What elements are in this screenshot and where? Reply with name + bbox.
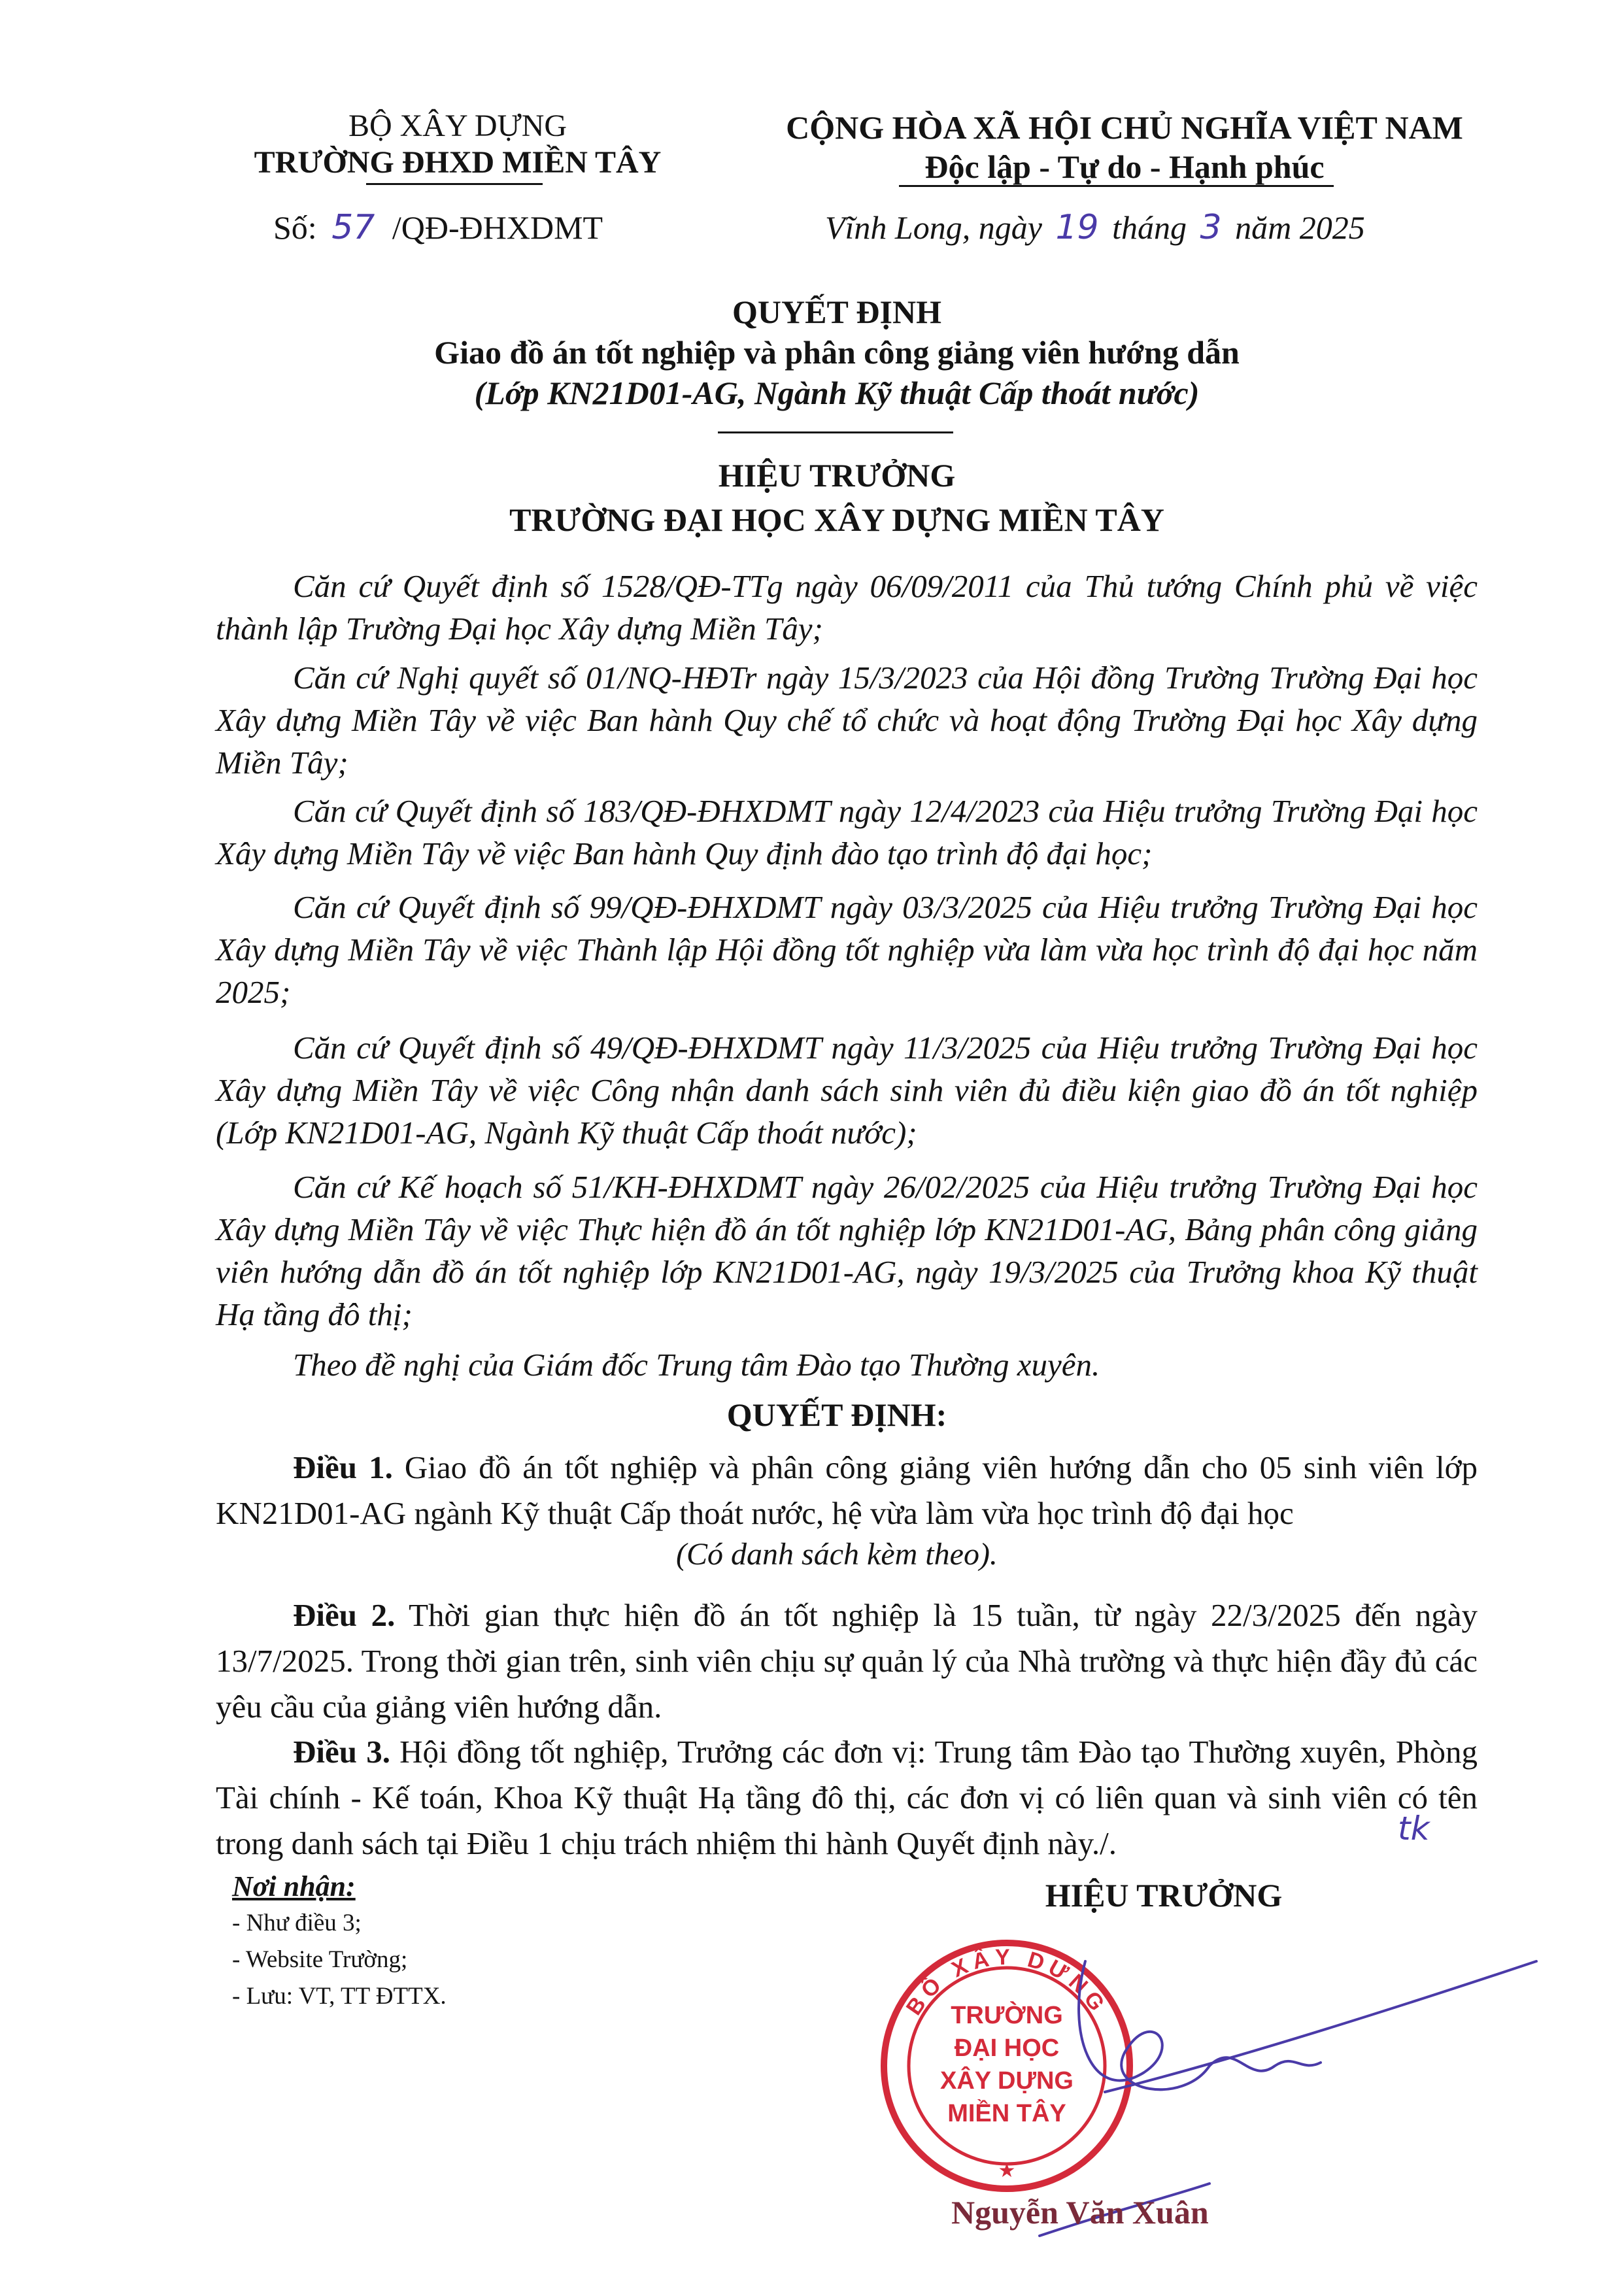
recipient-item: - Website Trường; bbox=[232, 1946, 408, 1973]
article-3-label: Điều 3. bbox=[293, 1734, 390, 1770]
number-prefix: Số: bbox=[273, 209, 317, 246]
date-place: Vĩnh Long, ngày bbox=[825, 209, 1042, 246]
article-1-label: Điều 1. bbox=[293, 1449, 393, 1485]
doc-subject: Giao đồ án tốt nghiệp và phân công giảng viên hướng dẫn bbox=[434, 334, 1240, 371]
date-month-label: tháng bbox=[1112, 209, 1187, 246]
proposal-basis: Theo đề nghị của Giám đốc Trung tâm Đào tạo Thường xuyên. bbox=[293, 1347, 1100, 1383]
doc-type: QUYẾT ĐỊNH bbox=[732, 294, 941, 330]
recipients-block bbox=[232, 1868, 690, 2015]
authority-school: TRƯỜNG ĐẠI HỌC XÂY DỰNG MIỀN TÂY bbox=[509, 501, 1164, 538]
document-number bbox=[273, 208, 603, 247]
motto-underline bbox=[899, 185, 1334, 187]
legal-basis-1: Căn cứ Quyết định số 1528/QĐ-TTg ngày 06/09/2011 của Thủ tướng Chính phủ về việc thành lập Trường Đại học Xây dựng Miền Tây; bbox=[216, 568, 1478, 647]
national-header bbox=[752, 108, 1497, 186]
issuer-block bbox=[216, 108, 700, 181]
stamp-line: TRƯỜNG bbox=[951, 2002, 1063, 2029]
article-3-text: Hội đồng tốt nghiệp, Trưởng các đơn vị: Trung tâm Đào tạo Thường xuyên, Phòng Tài chính - Kế toán, Khoa Kỹ thuật Hạ tầng đô thị, các đơn vị có liên quan và sinh viên có tên trong danh sách tại Điều 1 chịu trách nhiệm thi hành Quyết định này./. bbox=[216, 1734, 1478, 1861]
recipient-item: - Lưu: VT, TT ĐTTX. bbox=[232, 1983, 447, 2010]
stamp-line: ĐẠI HỌC bbox=[954, 2034, 1060, 2062]
article-1 bbox=[216, 1445, 1478, 1536]
signer-name: Nguyễn Văn Xuân bbox=[951, 2194, 1209, 2231]
article-3 bbox=[216, 1729, 1478, 1866]
article-2-label: Điều 2. bbox=[293, 1597, 396, 1633]
authority-block bbox=[196, 453, 1478, 542]
authority-title: HIỆU TRƯỞNG bbox=[718, 457, 956, 494]
date-month: 3 bbox=[1200, 208, 1222, 247]
stamp-star-icon: ★ bbox=[998, 2160, 1016, 2182]
stamp-line: MIỀN TÂY bbox=[947, 2100, 1066, 2127]
legal-basis-4: Căn cứ Quyết định số 99/QĐ-ĐHXDMT ngày 03/3/2025 của Hiệu trưởng Trường Đại học Xây dựng Miền Tây về việc Thành lập Hội đồng tốt nghiệp vừa làm vừa học trình độ đại học năm 2025; bbox=[216, 889, 1478, 1010]
school-underline bbox=[366, 183, 543, 185]
article-1-text: Giao đồ án tốt nghiệp và phân công giảng viên hướng dẫn cho 05 sinh viên lớp KN21D01-AG ngành Kỹ thuật Cấp thoát nước, hệ vừa làm vừa học trình độ đại học bbox=[216, 1449, 1478, 1531]
article-1-note: (Có danh sách kèm theo). bbox=[676, 1537, 998, 1572]
legal-basis-3: Căn cứ Quyết định số 183/QĐ-ĐHXDMT ngày 12/4/2023 của Hiệu trưởng Trường Đại học Xây dựng Miền Tây về việc Ban hành Quy định đào tạo trình độ đại học; bbox=[216, 793, 1478, 871]
country-name: CỘNG HÒA XÃ HỘI CHỦ NGHĨA VIỆT NAM bbox=[786, 109, 1463, 146]
signer-title: HIỆU TRƯỞNG bbox=[1045, 1877, 1283, 1914]
ministry-name: BỘ XÂY DỰNG bbox=[348, 109, 567, 143]
legal-basis-6: Căn cứ Kế hoạch số 51/KH-ĐHXDMT ngày 26/02/2025 của Hiệu trưởng Trường Đại học Xây dựng Miền Tây về việc Thực hiện đồ án tốt nghiệp lớp KN21D01-AG, Bảng phân công giảng viên hướng dẫn đồ án tốt nghiệp lớp KN21D01-AG, ngày 19/3/2025 của Trưởng khoa Kỹ thuật Hạ tầng đô thị; bbox=[216, 1169, 1478, 1332]
article-2-text: Thời gian thực hiện đồ án tốt nghiệp là 15 tuần, từ ngày 22/3/2025 đến ngày 13/7/2025. Trong thời gian trên, sinh viên chịu sự quản lý của Nhà trường và thực hiện đầy đủ các yêu cầu của giảng viên hướng dẫn. bbox=[216, 1597, 1478, 1725]
date-day: 19 bbox=[1055, 208, 1099, 247]
initials-mark: tk bbox=[1398, 1810, 1430, 1847]
decision-heading: QUYẾT ĐỊNH: bbox=[726, 1396, 947, 1433]
title-divider bbox=[718, 431, 953, 433]
number-suffix: /QĐ-ĐHXDMT bbox=[392, 209, 603, 246]
legal-basis-2: Căn cứ Nghị quyết số 01/NQ-HĐTr ngày 15/3/2023 của Hội đồng Trường Trường Đại học Xây dựng Miền Tây về việc Ban hành Quy chế tổ chức và hoạt động Trường Đại học Xây dựng Miền Tây; bbox=[216, 660, 1478, 781]
document-title bbox=[196, 292, 1478, 413]
issue-date bbox=[825, 208, 1365, 247]
recipients-label: Nơi nhận: bbox=[232, 1870, 356, 1902]
date-year: năm 2025 bbox=[1235, 209, 1365, 246]
stamp-line: XÂY DỰNG bbox=[940, 2067, 1074, 2095]
doc-subject-detail: (Lớp KN21D01-AG, Ngành Kỹ thuật Cấp thoát nước) bbox=[474, 375, 1200, 411]
legal-basis-5: Căn cứ Quyết định số 49/QĐ-ĐHXDMT ngày 11/3/2025 của Hiệu trưởng Trường Đại học Xây dựng Miền Tây về việc Công nhận danh sách sinh viên đủ điều kiện giao đồ án tốt nghiệp (Lớp KN21D01-AG, Ngành Kỹ thuật Cấp thoát nước); bbox=[216, 1030, 1478, 1151]
number-handwritten: 57 bbox=[331, 208, 375, 247]
article-2 bbox=[216, 1593, 1478, 1730]
stamp-outer-text: BỘ XÂY DỰNG bbox=[901, 1944, 1113, 2020]
school-name: TRƯỜNG ĐHXD MIỀN TÂY bbox=[254, 145, 662, 180]
recipient-item: - Như điều 3; bbox=[232, 1910, 362, 1936]
national-motto: Độc lập - Tự do - Hạnh phúc bbox=[924, 148, 1325, 185]
